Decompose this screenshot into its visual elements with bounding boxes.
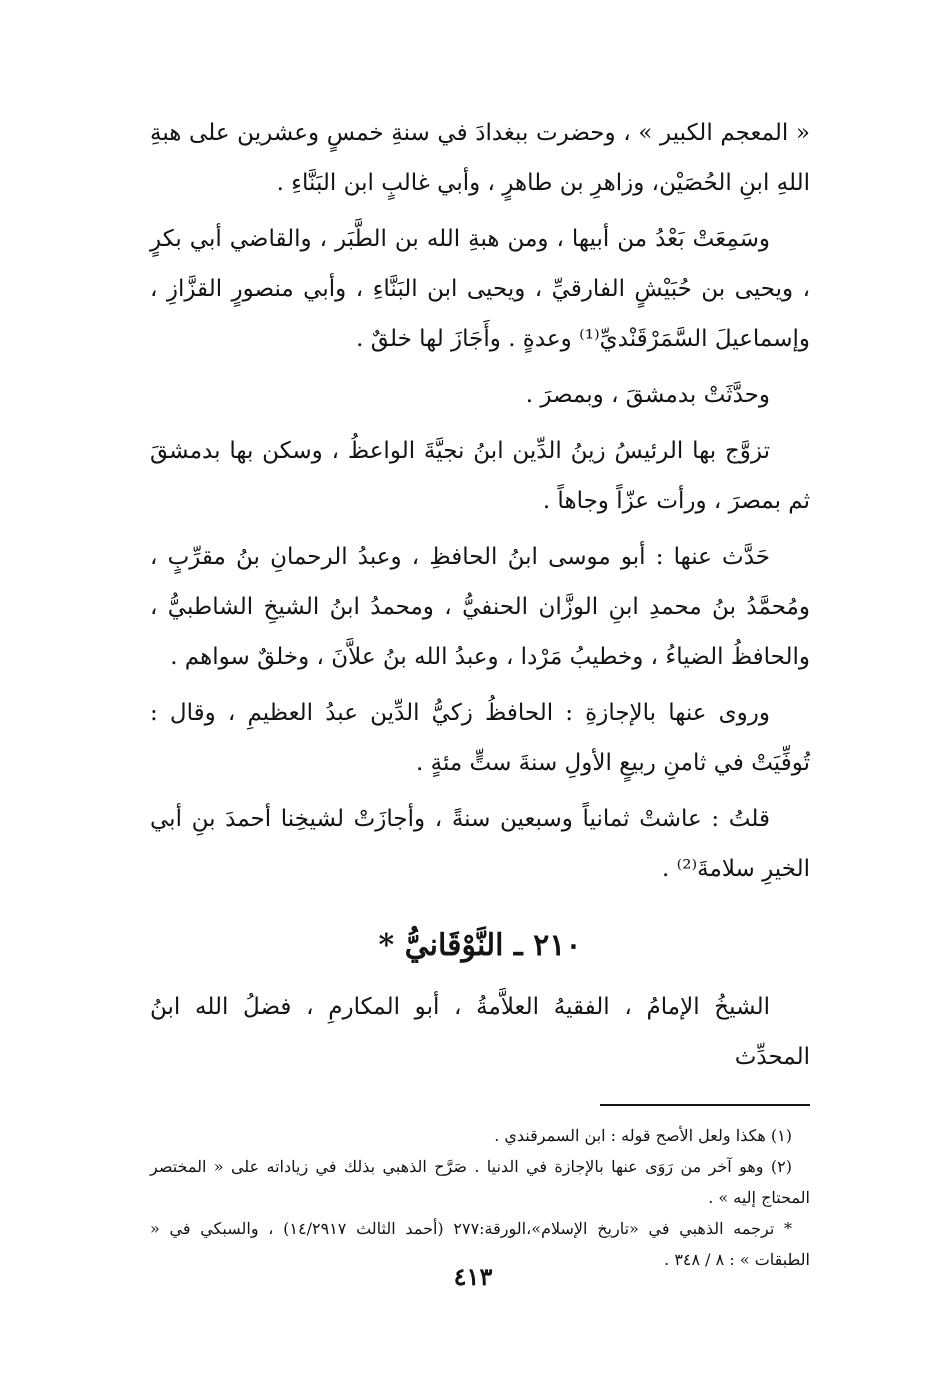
paragraph-2: وسَمِعَتْ بَعْدُ من أبيها ، ومن هبةِ الله بن الطَّبَر ، والقاضي أبي بكرٍ ، ويحيى بن حُبَيْشٍ الفارقيِّ ، ويحيى ابن البَنَّاءِ ، وأبي منصورٍ القزَّازِ ، وإسماعيلَ السَّمَرْقَنْديِّ⁽¹⁾ وعدةٍ . وأَجَازَ لها خلقٌ . [150,226,810,352]
footnotes [150,1120,810,1275]
paragraph-5: حَدَّث عنها : أبو موسى ابنُ الحافظِ ، وعبدُ الرحمانِ بنُ مقرِّبٍ ، ومُحمَّدُ بنُ محمدِ ابنِ الوزَّان الحنفيُّ ، ومحمدُ ابنُ الشيخِ الشاطبيُّ ، والحافظُ الضياءُ ، وخطيبُ مَرْدا ، وعبدُ الله بنُ علاَّنَ ، وخلقٌ سواهم . [150,544,810,670]
footnote-source: * ترجمه الذهبي في «تاريخ الإسلام»،الورقة:٢٧٧ (أحمد الثالث ١٤/٢٩١٧) ، والسبكي في « الطبقات » : ٨ / ٣٤٨ . [150,1219,810,1269]
paragraph-closing: الشيخُ الإمامُ ، الفقيهُ العلاَّمةُ ، أبو المكارمِ ، فضلُ الله ابنُ المحدِّث [150,994,810,1070]
paragraph-3: وحدَّثَتْ بدمشقَ ، وبمصرَ . [525,382,770,408]
paragraph-1: « المعجم الكبير » ، وحضرت ببغدادَ في سنةِ خمسٍ وعشرين على هبةِ اللهِ ابنِ الحُصَيْن، وزاهرِ بن طاهرٍ ، وأبي غالبٍ ابن البَنَّاءِ . [150,120,810,196]
paragraph-6: وروى عنها بالإجازةِ : الحافظُ زكيُّ الدِّين عبدُ العظيمِ ، وقال : تُوفِّيَتْ في ثامنِ ربيعٍ الأولِ سنةَ ستٍّ مئةٍ . [150,700,810,776]
biography-intro [150,982,810,1082]
book-page [150,108,810,1348]
paragraph-7: قلتُ : عاشتْ ثمانياً وسبعين سنةً ، وأجازَتْ لشيخِنا أحمدَ بنِ أبي الخيرِ سلامةَ⁽²⁾ . [150,806,810,882]
footnote-1: (١) هكذا ولعل الأصح قوله : ابن السمرقندي . [494,1126,792,1145]
main-text [150,108,810,894]
footnote-2: (٢) وهو آخر من رَوَى عنها بالإجازة في الدنيا . صَرَّح الذهبي بذلك في زياداته على « المختصر المحتاج إليه » . [150,1157,810,1207]
biography-heading: ٢١٠ ـ النَّوْقَانيُّ * [378,928,582,963]
page-number: ٤١٣ [453,1262,493,1291]
footnote-divider [600,1104,810,1106]
paragraph-4: تزوَّج بها الرئيسُ زينُ الدِّين ابنُ نجيَّةَ الواعظُ ، وسكن بها بدمشقَ ثم بمصرَ ، ورأت عزّاً وجاهاً . [150,438,810,514]
